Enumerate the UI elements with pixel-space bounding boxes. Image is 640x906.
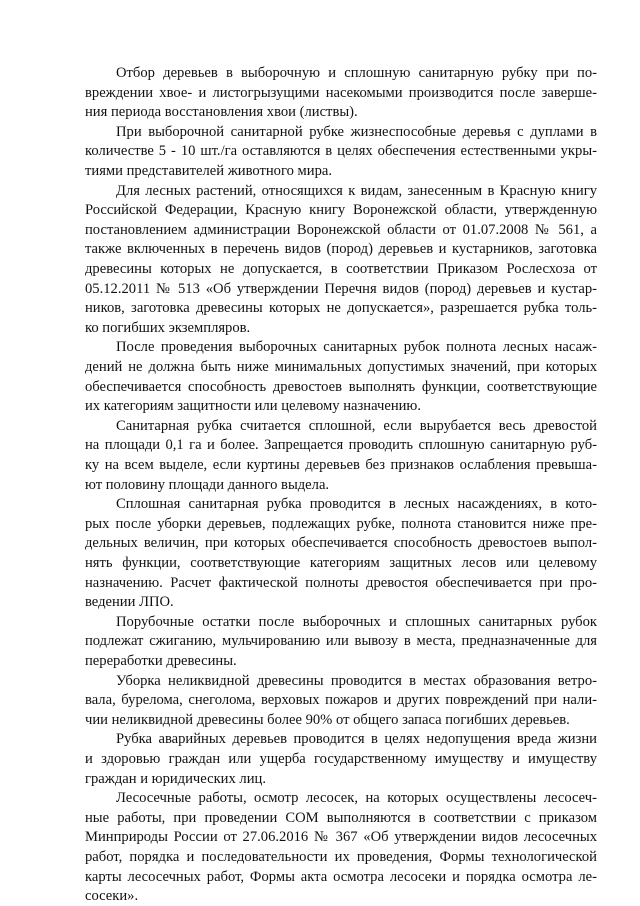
text-line: количестве 5 - 10 шт./га оставляются в целях обеспечения естественными укры-: [85, 143, 597, 160]
text-line: Санитарная рубка считается сплошной, если вырубается весь древостой: [116, 417, 597, 434]
text-line: сосеки».: [85, 888, 139, 905]
text-line: карты лесосечных работ, Формы акта осмотра лесосеки и порядка осмотра ле-: [85, 868, 597, 885]
text-line: Уборка неликвидной древесины проводится в местах образования ветро-: [116, 672, 597, 689]
text-line: нять функции, соответствующие категориям защитных лесов или целевому: [85, 555, 597, 571]
text-line: их категориям защитности или целевому назначению.: [85, 398, 421, 415]
text-line: обеспечивается способность древостоев выполнять функции, соответствующие: [85, 378, 597, 395]
text-line: Рубка аварийных деревьев проводится в целях недопущения вреда жизни: [116, 731, 597, 748]
text-line: вреждении хвое- и листогрызущими насекомыми производится после заверше-: [85, 84, 597, 101]
text-line: 05.12.2011 № 513 «Об утверждении Перечня видов (пород) деревьев и кустар-: [85, 280, 597, 297]
text-line: также включенных в перечень видов (пород) деревьев и кустарников, заготовка: [85, 241, 597, 258]
text-line: ют половину площади данного выдела.: [85, 476, 330, 493]
text-line: Отбор деревьев в выборочную и сплошную санитарную рубку при по-: [116, 65, 597, 81]
text-line: дельных величин, при которых обеспечивается способность древостоев выпол-: [85, 535, 597, 552]
text-line: После проведения выборочных санитарных рубок полнота лесных насаж-: [116, 339, 597, 356]
text-line: переработки древесины.: [85, 653, 237, 669]
text-line: ников, заготовка древесины которых не допускается», разрешается рубка толь-: [85, 300, 597, 317]
text-line: подлежат сжиганию, мульчированию или вывозу в места, предназначенные для: [85, 633, 597, 650]
text-line: ко погибших экземпляров.: [85, 319, 251, 336]
text-line: вала, бурелома, снеголома, верховых пожаров и других повреждений при нали-: [85, 692, 597, 709]
text-line: ния периода восстановления хвои (листвы).: [85, 104, 358, 121]
text-line: тиями представителей животного мира.: [85, 163, 333, 179]
text-line: назначению. Расчет фактической полноты древостоя обеспечивается при про-: [85, 574, 597, 591]
text-line: Минприроды России от 27.06.2016 № 367 «Об утверждении видов лесосечных: [85, 829, 597, 846]
text-line: При выборочной санитарной рубке жизнеспособные деревья с дуплами в: [116, 123, 597, 140]
text-line: древесины которых не допускается, в соответствии Приказом Рослесхоза от: [85, 261, 597, 277]
text-line: постановлением администрации Воронежской области от 01.07.2008 № 561, а: [85, 221, 597, 238]
text-line: чии неликвидной древесины более 90% от общего запаса погибших деревьев.: [85, 711, 570, 728]
text-line: Для лесных растений, относящихся к видам, занесенным в Красную книгу: [116, 182, 597, 199]
text-line: дений не должна быть ниже минимальных допустимых значений, при которых: [85, 359, 597, 375]
text-line: Сплошная санитарная рубка проводится в лесных насаждениях, в кото-: [116, 496, 597, 513]
text-line: ку на всем выделе, если куртины деревьев без признаков ослабления превыша-: [85, 457, 597, 473]
text-line: работ, порядка и последовательности их проведения, Формы технологической: [85, 849, 597, 865]
text-line: Лесосечные работы, осмотр лесосек, на которых осуществлены лесосеч-: [116, 790, 597, 807]
text-line: и здоровью граждан или ущерба государственному имуществу и имуществу: [85, 751, 597, 767]
text-line: рых после уборки деревьев, подлежащих рубке, полнота становится ниже пре-: [85, 515, 597, 532]
text-line: на площади 0,1 га и более. Запрещается проводить сплошную санитарную руб-: [85, 437, 597, 454]
text-line: ведении ЛПО.: [85, 594, 174, 611]
text-line: Порубочные остатки после выборочных и сплошных санитарных рубок: [116, 613, 597, 630]
text-line: граждан и юридических лиц.: [85, 770, 266, 787]
text-line: ные работы, при проведении СОМ выполняются в соответствии с приказом: [85, 809, 597, 826]
text-line: Российской Федерации, Красную книгу Воронежской области, утвержденную: [85, 202, 597, 219]
